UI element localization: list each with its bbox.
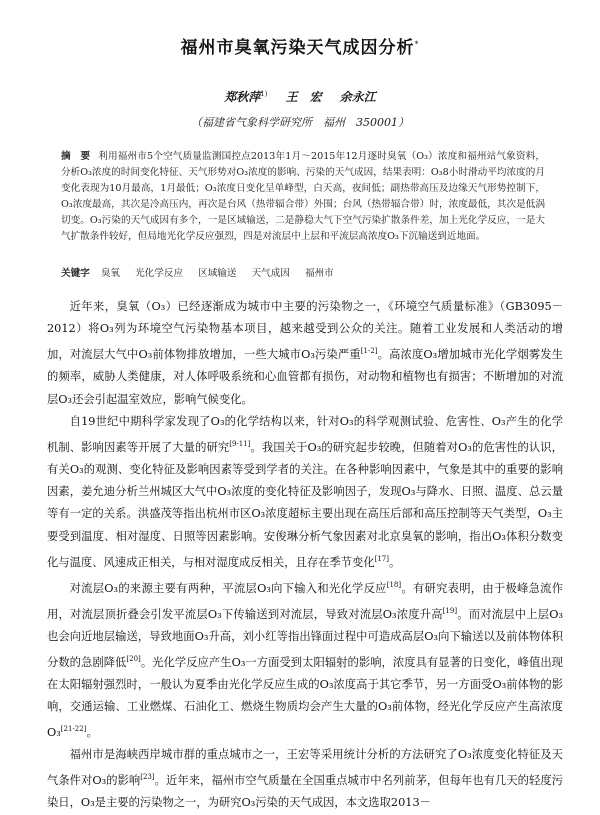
keyword: 光化学反应: [135, 268, 184, 279]
abstract-label: 摘 要: [61, 151, 91, 162]
keyword: 福州市: [305, 268, 334, 279]
paragraph-intro: 近年来，臭氧（O₃）已经逐渐成为城市中主要的污染物之一，《环境空气质量标准》（GB3095－2012）将O₃列为环境空气污染物基本项目，越来越受到公众的关注。随着工业发展和人类活动的增加，对流层大气中O₃前体物排放增加，一些大城市O₃污染严重[1-2]。高浓度O₃增加城市光化学烟雾发生的频率，威胁人类健康，对人体呼吸系统和心血管都有损伤，对动物和植物也有损害；不断增加的对流层O₃还会引起温室效应，影响气候变化。: [47, 300, 563, 406]
author-second: 王 宏: [285, 90, 322, 104]
title-footnote-mark: *: [414, 39, 420, 49]
paragraph-fuzhou: 福州市是海峡西岸城市群的重点城市之一，王宏等采用统计分析的方法研究了O₃浓度变化特征及天气条件对O₃的影响[23]。近年来，福州市空气质量在全国重点城市中名列前茅，但每年也有几天的轻度污染日，O₃是主要的污染物之一，为研究O₃污染的天气成因，本文选取2013－: [47, 748, 563, 810]
keyword: 臭氧: [100, 268, 121, 279]
paragraph-history: 自19世纪中期科学家发现了O₃的化学结构以来，针对O₃的科学观测试验、危害性、O₃产生的化学机制、影响因素等开展了大量的研究[9-11]。我国关于O₃的研究起步较晚，但随着对O₃的危害性的认识，有关O₃的观测、变化特征及影响因素等受到学者的关注。在各种影响因素中，气象是其中的重要的影响因素，姜允迪分析兰州城区大气中O₃浓度的变化特征及影响因子，发现O₃与降水、日照、温度、总云量等有一定的关系。洪盛茂等指出杭州市区O₃浓度超标主要出现在高压后部和高压控制等天气类型，O₃主要受到温度、相对湿度、日照等因素影响。安俊琳分析气象因素对北京臭氧的影响，指出O₃体积分数变化与温度、风速成正相关，与相对湿度成反相关，且存在季节变化[17]。: [47, 414, 563, 569]
paper-title: [0, 33, 600, 58]
abstract-text: 利用福州市5个空气质量监测国控点2013年1月～2015年12月逐时臭氧（O₃）浓度和福州站气象资料，分析O₃浓度的时间变化特征、天气形势对O₃浓度的影响、污染的天气成因，结果表明：O₃8小时滑动平均浓度的月变化表现为10月最高，1月最低；O₃浓度日变化呈单峰型，白天高，夜间低；副热带高压及边缘天气形势控制下，O₃浓度最高，其次是冷高压内，再次是台风（热带辐合带）外围；台风（热带辐合带）时，浓度最低，其次是低涡切变。O₃污染的天气成因有多个，一是区域输送，二是静稳大气下空气污染扩散条件差，加上光化学反应，一是大气扩散条件较好，但局地光化学反应强烈，四是对流层中上层和平流层高浓度O₃下沉输送到近地面。: [61, 151, 546, 242]
citation: [23]: [140, 773, 155, 782]
author-third: 余永江: [339, 90, 376, 104]
citation: [20]: [126, 654, 141, 663]
citation: [18]: [386, 580, 402, 589]
author-first: 郑秋萍$^{1)}$: [224, 90, 268, 104]
paper-title-text: 福州市臭氧污染天气成因分析: [180, 38, 415, 58]
abstract: [61, 149, 545, 245]
keyword: 区域输送: [198, 268, 237, 279]
citation: [1-2]: [360, 347, 378, 356]
paragraph-sources: 对流层O₃的来源主要有两种，平流层O₃向下输入和光化学反应[18]。有研究表明，由于极峰急流作用，对流层顶折叠会引发平流层O₃下传输送到对流层，导致对流层O₃浓度升高[19]。而对流层中上层O₃也会向近地层输送，导致地面O₃升高，刘小红等指出锋面过程中可造成高层O₃向下输送以及前体物体积分数的急剧降低[20]。光化学反应产生O₃一方面受到太阳辐射的影响，浓度具有显著的日变化，峰值出现在太阳辐射强烈时，一般认为夏季由光化学反应生成的O₃浓度高于其它季节，另一方面受O₃前体物的影响，交通运输、工业燃煤、石油化工、燃烧生物质均会产生大量的O₃前体物，经光化学反应产生高浓度O₃[21-22]。: [47, 580, 563, 740]
keywords: [61, 266, 545, 282]
citation: [19]: [442, 606, 458, 615]
citation: [17]: [374, 554, 389, 563]
keywords-label: 关键字: [61, 268, 90, 279]
keyword: 天气成因: [251, 268, 290, 279]
affiliation: （福建省气象科学研究所 福州 350001）: [191, 116, 409, 129]
author-list: [0, 88, 600, 105]
citation: [21-22]: [60, 725, 87, 734]
citation: [9-11]: [229, 439, 251, 448]
body-text: [47, 296, 563, 815]
